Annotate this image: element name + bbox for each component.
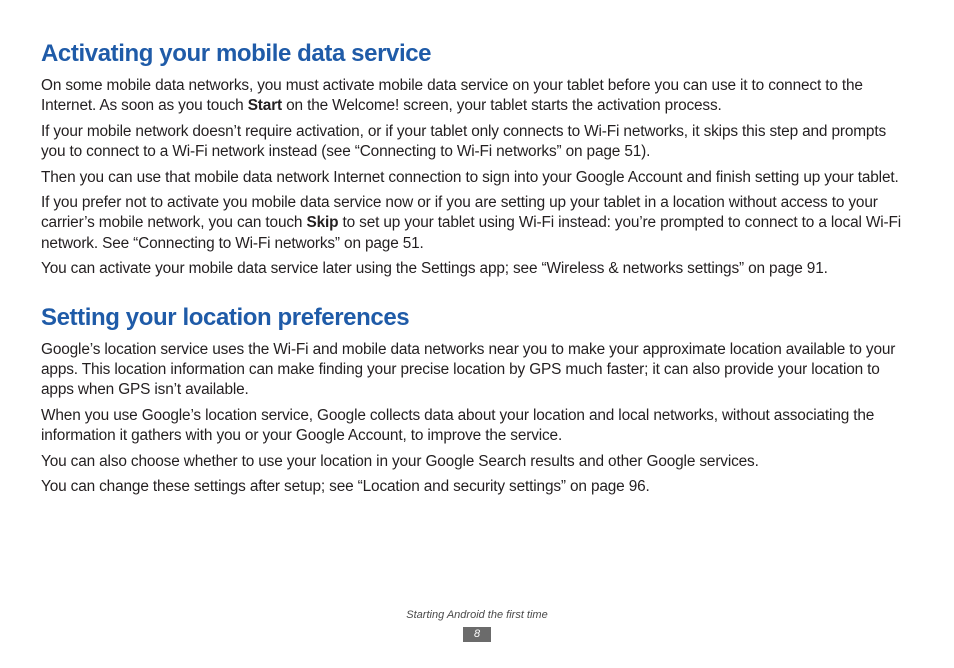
- section-body-activating: [41, 76, 913, 280]
- page-content: [41, 38, 913, 503]
- footer-caption: Starting Android the first time: [406, 609, 548, 621]
- skip-keyword: Skip: [306, 214, 339, 232]
- paragraph: If you prefer not to activate you mobile data service now or if you are setting up your tablet in a location without access to your carrier’s mobile network, you can touch Skip to set up your tablet using Wi-Fi instead: you’re prompted to connect to a local Wi-Fi network. See “Connecting to Wi-Fi networks” on page 51.: [41, 194, 902, 252]
- page-number: 8: [463, 627, 491, 642]
- paragraph: You can change these settings after setup; see “Location and security settings” on page 96.: [41, 478, 650, 496]
- paragraph: Then you can use that mobile data network Internet connection to sign into your Google Account and finish setting up your tablet.: [41, 168, 899, 186]
- section-title-location: Setting your location preferences: [41, 303, 410, 331]
- section-title-activating: Activating your mobile data service: [41, 40, 432, 67]
- start-keyword: Start: [247, 97, 283, 115]
- section-body-location: [41, 340, 913, 498]
- paragraph: If your mobile network doesn’t require activation, or if your tablet only connects to Wi-Fi networks, it skips this step and prompts you to connect to a Wi-Fi network instead (see “Connecting to Wi-Fi networks” on page 51).: [41, 122, 887, 161]
- paragraph: Google’s location service uses the Wi-Fi and mobile data networks near you to make your approximate location available to your apps. This location information can make finding your precise location by GPS much faster; it can also provide your location to apps when GPS isn’t available.: [41, 340, 896, 399]
- paragraph: You can also choose whether to use your location in your Google Search results and other Google services.: [41, 452, 759, 470]
- paragraph: On some mobile data networks, you must activate mobile data service on your tablet before you can use it to connect to the Internet. As soon as you touch Start on the Welcome! screen, your tablet starts the activation process.: [41, 77, 863, 115]
- paragraph: You can activate your mobile data service later using the Settings app; see “Wireless & networks settings” on page 91.: [41, 260, 828, 278]
- paragraph: When you use Google’s location service, Google collects data about your location and local networks, without associating the information it gathers with you or your Google Account, to improve the service.: [41, 406, 875, 445]
